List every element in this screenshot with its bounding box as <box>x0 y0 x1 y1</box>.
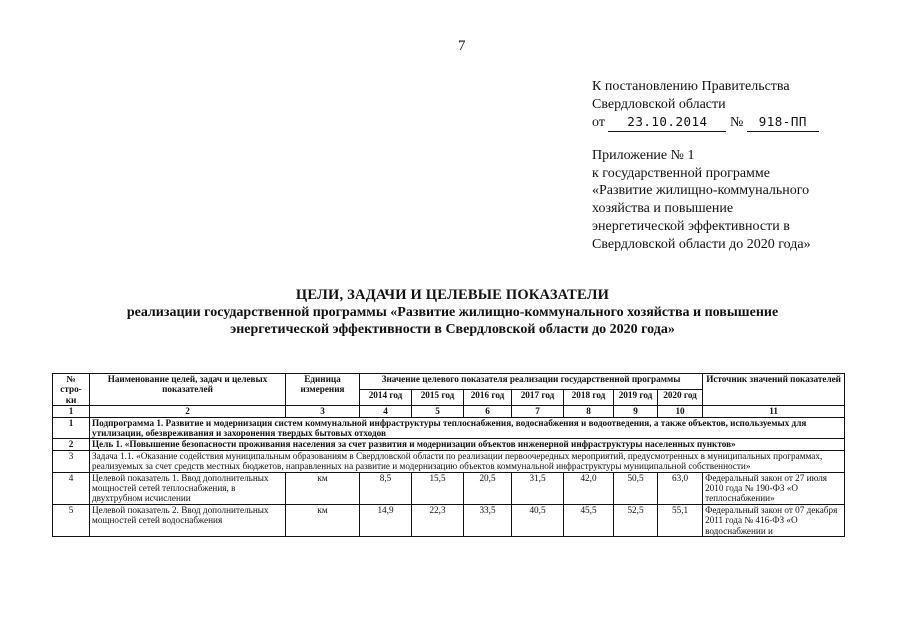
appendix-block <box>592 147 811 253</box>
indicator-value: 45,5 <box>564 504 614 536</box>
page-number: 7 <box>458 38 466 54</box>
indicator-unit: км <box>286 504 360 536</box>
indicator-name: Целевой показатель 2. Ввод дополнительных мощностей сетей водоснабжения <box>90 504 286 536</box>
appendix-line: Приложение № 1 <box>592 148 695 163</box>
indicator-value: 20,5 <box>464 472 512 504</box>
column-number: 5 <box>412 406 464 417</box>
header-year: 2018 год <box>564 390 614 406</box>
indicator-value: 8,5 <box>360 472 412 504</box>
table-row-indicator <box>53 504 845 536</box>
header-name: Наименование целей, задач и целевых показателей <box>90 374 286 406</box>
approval-line-1: К постановлению Правительства <box>592 79 790 94</box>
header-source: Источник значений показателей <box>703 374 845 406</box>
header-unit: Единица измерения <box>286 374 360 406</box>
row-number: 3 <box>53 450 90 472</box>
indicator-value: 63,0 <box>658 472 703 504</box>
appendix-line: хозяйства и повышение <box>592 201 734 217</box>
approval-number: 918-ПП <box>747 113 819 132</box>
header-year: 2017 год <box>512 390 564 406</box>
indicator-value: 40,5 <box>512 504 564 536</box>
approval-date-line <box>592 113 819 132</box>
column-number: 9 <box>614 406 658 417</box>
indicator-value: 15,5 <box>412 472 464 504</box>
date-prefix: от <box>592 115 605 130</box>
header-row-no: № стро-ки <box>53 374 90 406</box>
indicator-source: Федеральный закон от 27 июля 2010 года № 190-ФЗ «О теплоснабжении» <box>703 472 845 504</box>
header-year: 2019 год <box>614 390 658 406</box>
task-text: Задача 1.1. «Оказание содействия муниципальным образованиям в Свердловской области по реализации первоочередных мероприятий, предусмотренных в муниципальных программах, реализуемых за счет средств местных бюджетов, направленных на развитие и модернизацию объектов коммунальной инфраструктуры муниципальной собственности» <box>90 450 845 472</box>
subprogram-text: Подпрограмма 1. Развитие и модернизация систем коммунальной инфраструктуры теплоснабжения, водоснабжения и водоотведения, а также объектов, используемых для утилизации, обезвреживания и захоронения твердых бытовых отходов <box>90 417 845 439</box>
header-year: 2016 год <box>464 390 512 406</box>
row-number: 4 <box>53 472 90 504</box>
goals-table <box>52 373 845 537</box>
table-row-goal <box>53 439 845 450</box>
appendix-line: Свердловской области до 2020 года» <box>592 236 811 252</box>
header-year: 2015 год <box>412 390 464 406</box>
indicator-value: 14,9 <box>360 504 412 536</box>
indicator-value: 22,3 <box>412 504 464 536</box>
column-number: 8 <box>564 406 614 417</box>
header-year: 2014 год <box>360 390 412 406</box>
document-title <box>0 287 905 338</box>
column-number: 3 <box>286 406 360 417</box>
column-number: 6 <box>464 406 512 417</box>
indicator-value: 55,1 <box>658 504 703 536</box>
column-number: 10 <box>658 406 703 417</box>
number-prefix: № <box>729 115 744 130</box>
approval-date: 23.10.2014 <box>608 113 726 132</box>
column-numbers-row <box>53 406 845 417</box>
header-year: 2020 год <box>658 390 703 406</box>
column-number: 2 <box>90 406 286 417</box>
indicator-source: Федеральный закон от 07 декабря 2011 года № 416-ФЗ «О водоснабжении и <box>703 504 845 536</box>
row-number: 5 <box>53 504 90 536</box>
row-number: 2 <box>53 439 90 450</box>
indicator-value: 42,0 <box>564 472 614 504</box>
table-row-task <box>53 450 845 472</box>
row-number: 1 <box>53 417 90 439</box>
indicator-value: 31,5 <box>512 472 564 504</box>
appendix-line: «Развитие жилищно-коммунального <box>592 183 810 199</box>
title-line-3: энергетической эффективности в Свердловской области до 2020 года» <box>230 322 675 337</box>
column-number: 7 <box>512 406 564 417</box>
approval-line-2: Свердловской области <box>592 96 726 112</box>
indicator-name: Целевой показатель 1. Ввод дополнительных мощностей сетей теплоснабжения, в двухтрубном исчислении <box>90 472 286 504</box>
table-header-row <box>53 374 845 390</box>
approval-block <box>592 78 819 132</box>
indicator-unit: км <box>286 472 360 504</box>
table-row-indicator <box>53 472 845 504</box>
appendix-line: к государственной программе <box>592 165 770 181</box>
column-number: 1 <box>53 406 90 417</box>
appendix-line: энергетической эффективности в <box>592 218 790 234</box>
table-row-subprogram <box>53 417 845 439</box>
indicator-value: 33,5 <box>464 504 512 536</box>
title-line-2: реализации государственной программы «Развитие жилищно-коммунального хозяйства и повышение <box>126 305 779 320</box>
column-number: 11 <box>703 406 845 417</box>
goal-text: Цель 1. «Повышение безопасности проживания населения за счет развития и модернизации объектов инженерной инфраструктуры населенных пунктов» <box>90 439 845 450</box>
indicator-value: 50,5 <box>614 472 658 504</box>
indicator-value: 52,5 <box>614 504 658 536</box>
column-number: 4 <box>360 406 412 417</box>
header-values-group: Значение целевого показателя реализации государственной программы <box>360 374 703 390</box>
title-line-1: ЦЕЛИ, ЗАДАЧИ И ЦЕЛЕВЫЕ ПОКАЗАТЕЛИ <box>295 287 610 303</box>
